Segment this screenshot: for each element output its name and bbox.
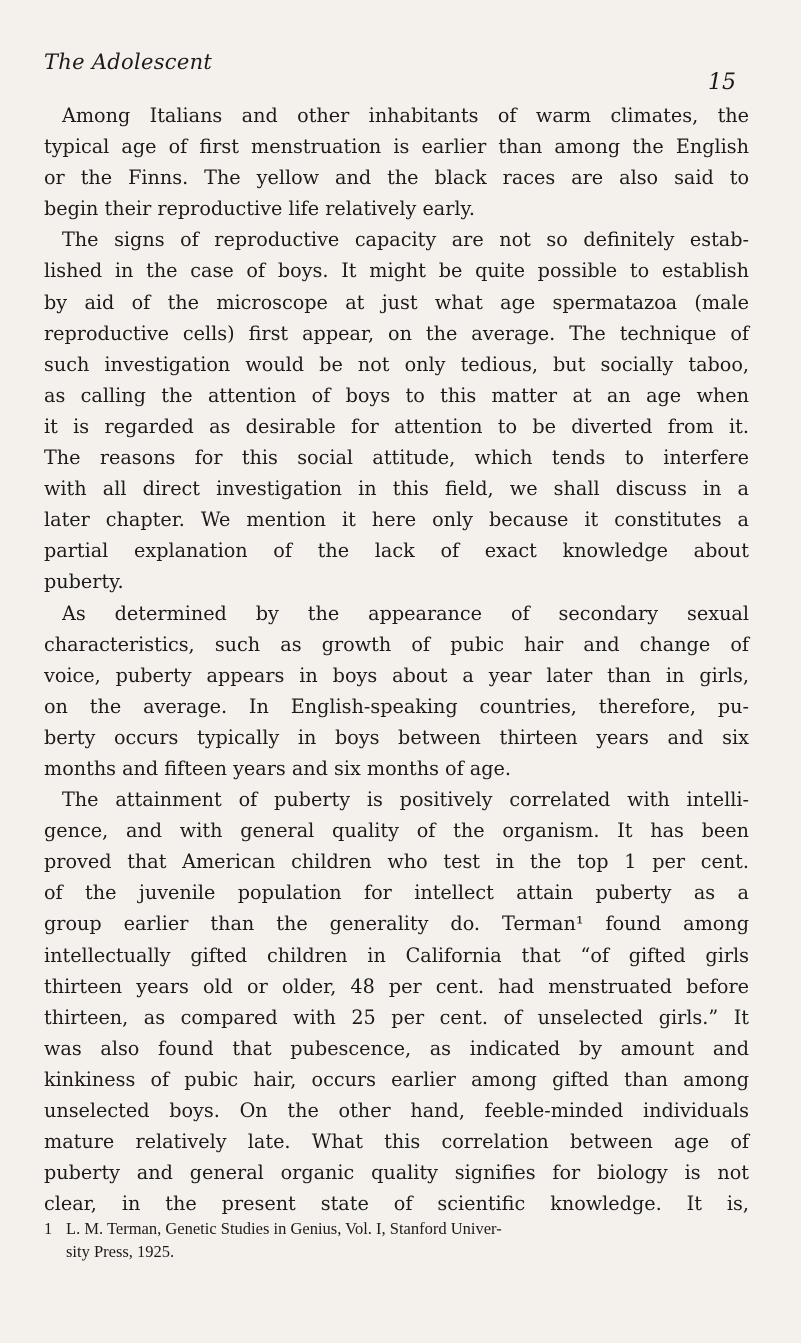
text-line: The reasons for this social attitude, which tends to interfere bbox=[44, 446, 749, 470]
text-line: with all direct investigation in this field, we shall discuss in a bbox=[44, 477, 749, 501]
text-line: proved that American children who test in the top 1 per cent. bbox=[44, 850, 749, 874]
text-line: on the average. In English-speaking countries, therefore, pu- bbox=[44, 694, 749, 718]
text-line: Among Italians and other inhabitants of warm climates, the bbox=[62, 104, 749, 127]
text-line: months and fifteen years and six months of age. bbox=[44, 756, 511, 780]
text-line: The signs of reproductive capacity are not so definitely estab- bbox=[62, 228, 749, 252]
footnote-line: sity Press, 1925. bbox=[66, 1242, 175, 1261]
body-text bbox=[44, 100, 749, 1219]
text-line: intellectually gifted children in California that “of gifted girls bbox=[44, 943, 749, 967]
text-line: thirteen, as compared with 25 per cent. of unselected girls.” It bbox=[44, 1005, 749, 1029]
text-line: characteristics, such as growth of pubic hair and change of bbox=[44, 632, 749, 656]
page-number: 15 bbox=[708, 70, 736, 95]
text-line: or the Finns. The yellow and the black races are also said to bbox=[44, 166, 749, 190]
text-line: reproductive cells) first appear, on the average. The technique of bbox=[44, 321, 749, 345]
text-line: The attainment of puberty is positively correlated with intelli- bbox=[62, 788, 749, 812]
text-line: lished in the case of boys. It might be quite possible to establish bbox=[44, 259, 749, 283]
text-line: puberty. bbox=[44, 570, 124, 594]
text-line: of the juvenile population for intellect attain puberty as a bbox=[44, 881, 749, 905]
running-title: The Adolescent bbox=[44, 50, 213, 74]
text-line: such investigation would be not only tedious, but socially taboo, bbox=[44, 352, 749, 376]
text-line: clear, in the present state of scientific knowledge. It is, bbox=[44, 1192, 749, 1216]
text-line: group earlier than the generality do. Terman¹ found among bbox=[44, 912, 749, 936]
text-line: partial explanation of the lack of exact knowledge about bbox=[44, 539, 749, 563]
footnote-text: L. M. Terman, Genetic Studies in Genius, Vol. I, Stanford Univer- bbox=[66, 1219, 502, 1238]
text-line: gence, and with general quality of the organism. It has been bbox=[44, 819, 749, 843]
text-line: kinkiness of pubic hair, occurs earlier among gifted than among bbox=[44, 1067, 749, 1091]
text-line: later chapter. We mention it here only because it constitutes a bbox=[44, 508, 749, 532]
text-line: was also found that pubescence, as indicated by amount and bbox=[44, 1036, 749, 1060]
footnote-marker: 1 bbox=[44, 1219, 53, 1238]
text-line: voice, puberty appears in boys about a year later than in girls, bbox=[44, 663, 749, 687]
text-line: by aid of the microscope at just what age spermatazoa (male bbox=[44, 290, 749, 314]
footnote-line bbox=[44, 1217, 749, 1240]
text-line: as calling the attention of boys to this matter at an age when bbox=[44, 383, 749, 407]
text-line: thirteen years old or older, 48 per cent. had menstruated before bbox=[44, 974, 749, 998]
text-line: begin their reproductive life relatively early. bbox=[44, 197, 475, 221]
text-line: puberty and general organic quality signifies for biology is not bbox=[44, 1161, 749, 1185]
text-line: As determined by the appearance of secondary sexual bbox=[62, 601, 749, 625]
text-line: typical age of first menstruation is earlier than among the English bbox=[44, 135, 749, 159]
text-line: it is regarded as desirable for attention to be diverted from it. bbox=[44, 414, 749, 438]
footnote bbox=[44, 1217, 749, 1263]
text-line: mature relatively late. What this correlation between age of bbox=[44, 1130, 749, 1154]
text-line: unselected boys. On the other hand, feeble-minded individuals bbox=[44, 1099, 749, 1122]
text-line: berty occurs typically in boys between thirteen years and six bbox=[44, 725, 749, 749]
